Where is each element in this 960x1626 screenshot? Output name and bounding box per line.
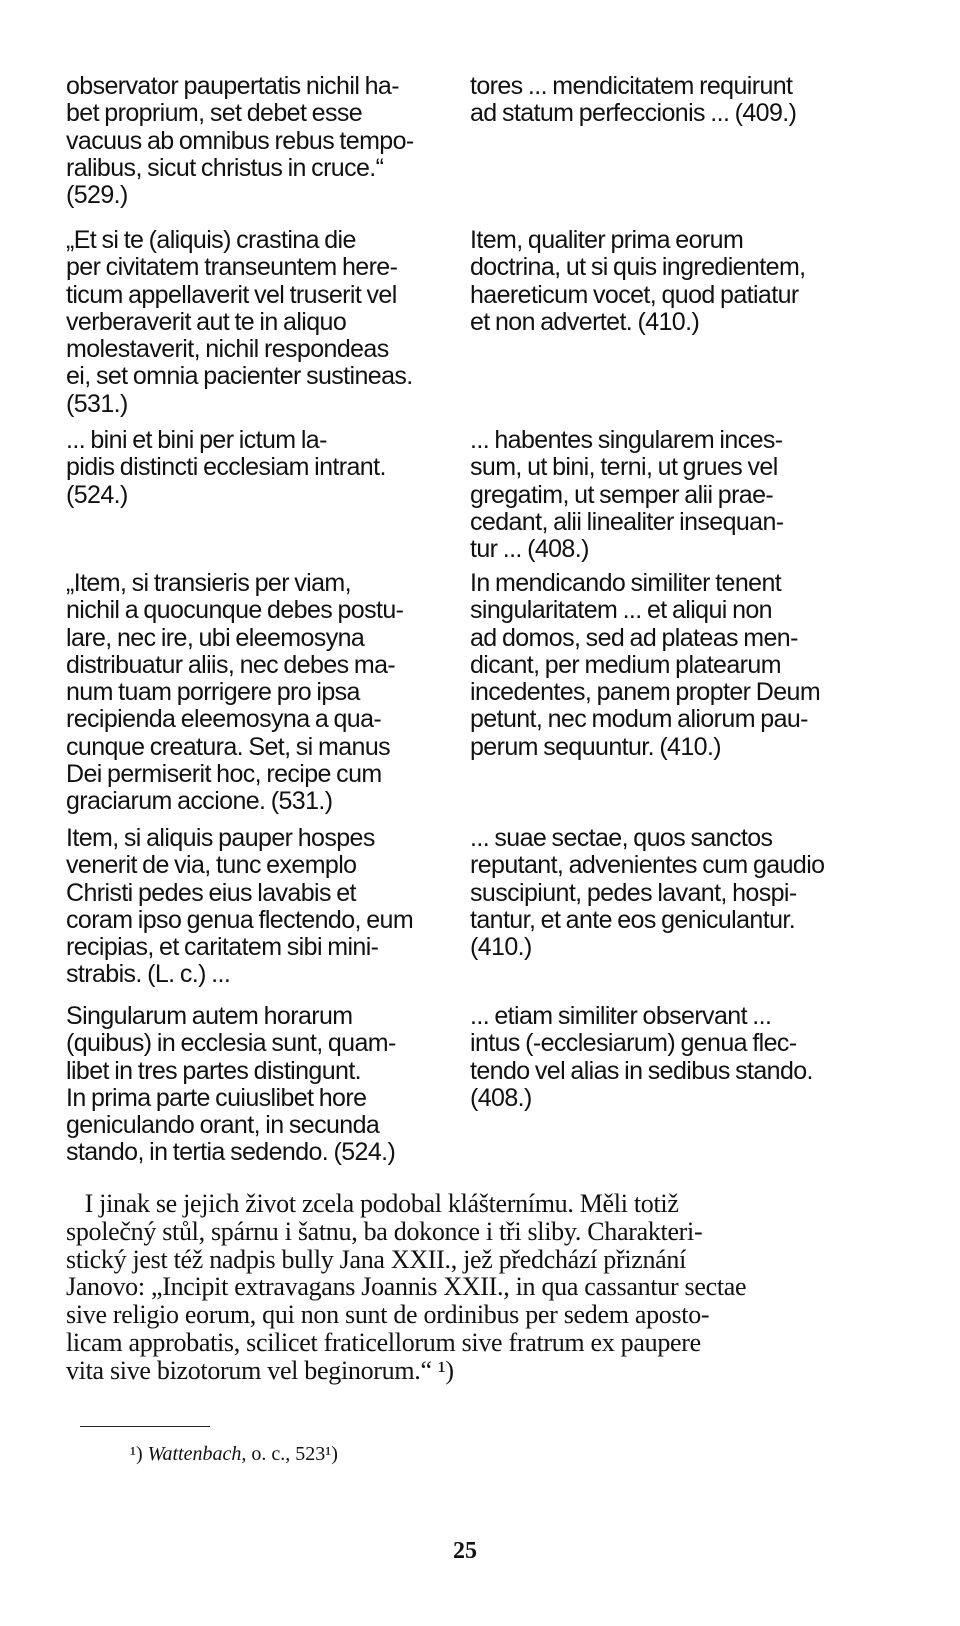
text-line: suscipiunt, pedes lavant, hospi- xyxy=(470,878,797,907)
text-line: In prima parte cuiuslibet hore xyxy=(66,1083,367,1112)
text-line: vita sive bizotorum vel beginorum.“ ¹) xyxy=(66,1355,454,1385)
left-paragraph-4 xyxy=(66,570,450,816)
text-line: „Item, si transieris per viam, xyxy=(66,569,352,597)
text-line: recipienda eleemosyna a qua- xyxy=(66,705,382,734)
text-line: licam approbatis, scilicet fraticellorum sive fratrum ex paupere xyxy=(66,1327,701,1357)
text-line: Christi pedes eius lavabis et xyxy=(66,878,356,907)
text-line: bet proprium, set debet esse xyxy=(66,99,363,128)
left-paragraph-6 xyxy=(66,1003,450,1167)
text-line: ralibus, sicut christus in cruce.“ xyxy=(66,153,384,182)
text-line: společný stůl, spárnu i šatnu, ba dokonce i tři sliby. Charakteri- xyxy=(66,1216,703,1246)
text-line: In mendicando similiter tenent xyxy=(470,569,782,597)
text-line: pidis distincti ecclesiam intrant. xyxy=(66,453,386,482)
right-paragraph-2 xyxy=(470,227,862,336)
text-line: ei, set omnia pacienter sustineas. xyxy=(66,362,413,391)
text-line: ... suae sectae, quos sanctos xyxy=(470,824,773,852)
text-line: coram ipso genua flectendo, eum xyxy=(66,905,414,934)
text-line: tantur, et ante eos geniculantur. xyxy=(470,905,796,934)
text-line: recipias, et caritatem sibi mini- xyxy=(66,933,379,962)
left-paragraph-5 xyxy=(66,825,450,989)
right-paragraph-1 xyxy=(470,73,862,128)
footnote xyxy=(130,1442,338,1466)
text-line: singularitatem ... et aliqui non xyxy=(470,596,772,625)
text-line: reputant, advenientes cum gaudio xyxy=(470,851,825,880)
text-line: ad statum perfeccionis ... (409.) xyxy=(470,99,797,128)
text-line: num tuam porrigere pro ipsa xyxy=(66,678,360,707)
text-line: I jinak se jejich život zcela podobal klášternímu. Měli totiž xyxy=(66,1189,679,1218)
text-line: sive religio eorum, qui non sunt de ordinibus per sedem aposto- xyxy=(66,1300,710,1330)
footnote-rule xyxy=(80,1426,210,1427)
text-line: venerit de via, tunc exemplo xyxy=(66,851,357,880)
left-paragraph-3 xyxy=(66,427,450,509)
footnote-marker: ¹) xyxy=(130,1443,143,1465)
text-line: ticum appellaverit vel truserit vel xyxy=(66,280,397,309)
text-line: et non advertet. (410.) xyxy=(470,307,700,336)
text-line: distribuatur aliis, nec debes ma- xyxy=(66,650,396,679)
text-line: Item, si aliquis pauper hospes xyxy=(66,824,375,852)
text-line: nichil a quocunque debes postu- xyxy=(66,596,404,625)
text-line: tur ... (408.) xyxy=(470,535,589,564)
right-paragraph-6 xyxy=(470,1003,862,1112)
text-line: vacuus ab omnibus rebus tempo- xyxy=(66,126,414,155)
text-line: (quibus) in ecclesia sunt, quam- xyxy=(66,1029,396,1058)
text-line: graciarum accione. (531.) xyxy=(66,787,333,816)
text-line: petunt, nec modum aliorum pau- xyxy=(470,705,808,734)
text-line: ... etiam similiter observant ... xyxy=(470,1002,772,1030)
text-line: ... bini et bini per ictum la- xyxy=(66,426,327,454)
text-line: dicant, per medium platearum xyxy=(470,650,781,679)
page-number: 25 xyxy=(453,1538,477,1564)
text-line: molestaverit, nichil respondeas xyxy=(66,335,389,364)
right-paragraph-4 xyxy=(470,570,862,761)
text-line: haereticum vocet, quod patiatur xyxy=(470,280,799,309)
text-line: stický jest též nadpis bully Jana XXII., jež předchází přiznání xyxy=(66,1244,687,1274)
text-line: sum, ut bini, terni, ut grues vel xyxy=(470,453,778,482)
text-line: per civitatem transeuntem here- xyxy=(66,253,398,282)
text-line: gregatim, ut semper alii prae- xyxy=(470,480,774,509)
text-line: (531.) xyxy=(66,389,128,418)
footnote-reference: o. c., 523¹) xyxy=(246,1443,338,1465)
text-line: stando, in tertia sedendo. (524.) xyxy=(66,1138,396,1167)
text-line: (529.) xyxy=(66,181,128,210)
text-line: ... habentes singularem inces- xyxy=(470,426,783,454)
text-line: ad domos, sed ad plateas men- xyxy=(470,623,798,652)
text-line: geniculando orant, in secunda xyxy=(66,1111,380,1140)
footnote-author: Wattenbach, xyxy=(147,1443,247,1465)
text-line: (410.) xyxy=(470,933,532,962)
text-line: Item, qualiter prima eorum xyxy=(470,226,744,254)
text-line: doctrina, ut si quis ingredientem, xyxy=(470,253,806,282)
text-line: „Et si te (aliquis) crastina die xyxy=(66,226,356,254)
right-paragraph-3 xyxy=(470,427,862,563)
text-line: libet in tres partes distingunt. xyxy=(66,1056,362,1085)
text-line: strabis. (L. c.) ... xyxy=(66,960,231,989)
text-line: tores ... mendicitatem requirunt xyxy=(470,72,793,100)
text-line: verberaverit aut te in aliquo xyxy=(66,307,347,336)
text-line: tendo vel alias in sedibus stando. xyxy=(470,1056,813,1085)
text-line: observator paupertatis nichil ha- xyxy=(66,72,399,100)
text-line: intus (-ecclesiarum) genua flec- xyxy=(470,1029,797,1058)
text-line: lare, nec ire, ubi eleemosyna xyxy=(66,623,365,652)
text-line: incedentes, panem propter Deum xyxy=(470,678,821,707)
left-paragraph-1 xyxy=(66,73,450,209)
text-line: (524.) xyxy=(66,480,128,509)
text-line: Janovo: „Incipit extravagans Joannis XXII., in qua cassantur sectae xyxy=(66,1272,747,1302)
text-line: Dei permiserit hoc, recipe cum xyxy=(66,760,382,789)
text-line: cunque creatura. Set, si manus xyxy=(66,732,391,761)
right-paragraph-5 xyxy=(470,825,862,961)
body-paragraph xyxy=(66,1190,866,1385)
left-paragraph-2 xyxy=(66,227,450,418)
text-line: Singularum autem horarum xyxy=(66,1002,353,1030)
text-line: (408.) xyxy=(470,1083,532,1112)
text-line: cedant, alii linealiter insequan- xyxy=(470,507,784,536)
text-line: perum sequuntur. (410.) xyxy=(470,732,722,761)
